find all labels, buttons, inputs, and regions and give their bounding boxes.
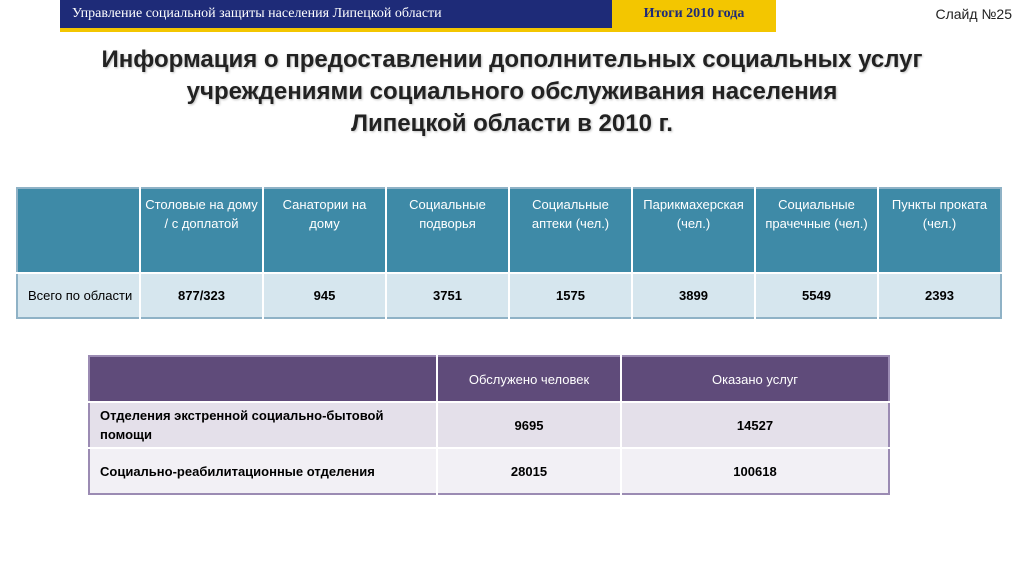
cell-laundries: 5549: [755, 273, 878, 318]
cell-served: 28015: [437, 448, 621, 494]
column-header-rental: Пункты проката (чел.): [878, 188, 1001, 273]
column-header-services: Оказано услуг: [621, 356, 889, 402]
column-header-served: Обслужено человек: [437, 356, 621, 402]
table-row: [89, 402, 889, 448]
cell-farmsteads: 3751: [386, 273, 509, 318]
column-header-pharmacies: Социальные аптеки (чел.): [509, 188, 632, 273]
header-stripe: [60, 28, 776, 32]
departments-table: [88, 355, 890, 495]
cell-services: 14527: [621, 402, 889, 448]
cell-hairdresser: 3899: [632, 273, 755, 318]
column-header-farmsteads: Социальные подворья: [386, 188, 509, 273]
slide-number: Слайд №25: [935, 6, 1012, 22]
slide-header: [0, 0, 1024, 32]
column-header-laundries: Социальные прачечные (чел.): [755, 188, 878, 273]
table-header-row: [89, 356, 889, 402]
column-header-hairdresser: Парикмахерская (чел.): [632, 188, 755, 273]
table-row: [89, 448, 889, 494]
cell-sanatoriums: 945: [263, 273, 386, 318]
row-label: Социально-реабилитационные отделения: [89, 448, 437, 494]
row-label: Всего по области: [17, 273, 140, 318]
cell-pharmacies: 1575: [509, 273, 632, 318]
organization-name: Управление социальной защиты населения Липецкой области: [60, 0, 612, 28]
column-header-canteens: Столовые на дому / с доплатой: [140, 188, 263, 273]
title-line-3: Липецкой области в 2010 г.: [351, 110, 673, 137]
column-header-empty: [17, 188, 140, 273]
table-row: [17, 273, 1001, 318]
year-tag: Итоги 2010 года: [612, 0, 776, 28]
column-header-empty: [89, 356, 437, 402]
slide-title: [40, 44, 984, 140]
services-table: [16, 187, 1002, 319]
cell-canteens: 877/323: [140, 273, 263, 318]
cell-services: 100618: [621, 448, 889, 494]
title-line-1: Информация о предоставлении дополнительных социальных услуг: [101, 46, 923, 73]
table-header-row: [17, 188, 1001, 273]
cell-rental: 2393: [878, 273, 1001, 318]
title-line-2: учреждениями социального обслуживания населения: [186, 78, 838, 105]
row-label: Отделения экстренной социально-бытовой помощи: [89, 402, 437, 448]
column-header-sanatoriums: Санатории на дому: [263, 188, 386, 273]
cell-served: 9695: [437, 402, 621, 448]
